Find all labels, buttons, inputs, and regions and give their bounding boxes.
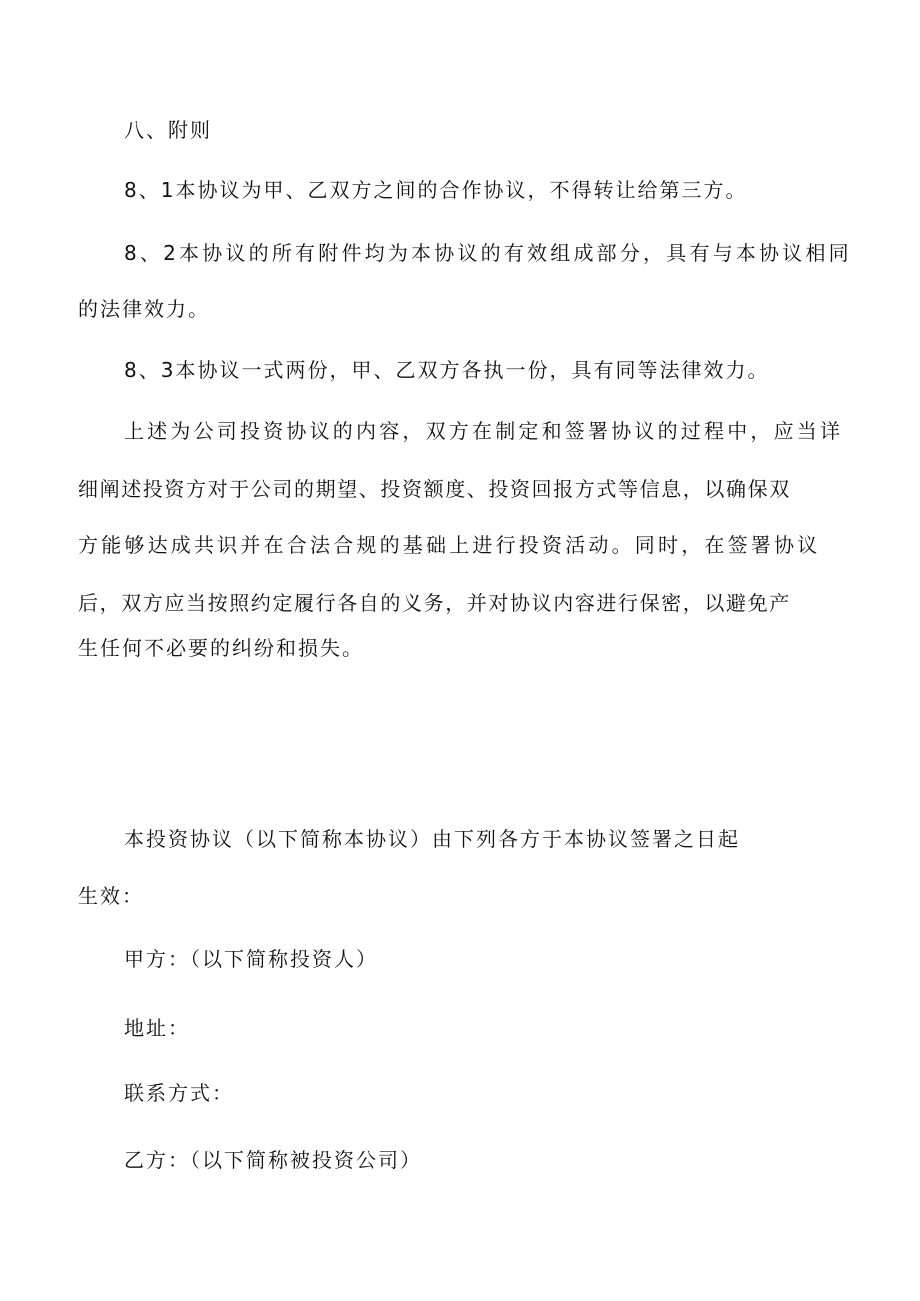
summary-line-1: 上述为公司投资协议的内容，双方在制定和签署协议的过程中，应当详 xyxy=(124,419,844,443)
summary-line-5: 生任何不必要的纠纷和损失。 xyxy=(78,636,364,660)
section-heading: 八、附则 xyxy=(124,118,212,142)
party-b-label: 乙方：（以下简称被投资公司） xyxy=(124,1148,422,1172)
clause-8-2-continuation: 的法律效力。 xyxy=(78,297,210,321)
summary-line-3: 方能够达成共识并在合法合规的基础上进行投资活动。同时，在签署协议 xyxy=(78,533,821,557)
party-a-label: 甲方：（以下简称投资人） xyxy=(124,947,378,971)
clause-8-3: 8、3本协议一式两份，甲、乙双方各执一份，具有同等法律效力。 xyxy=(124,358,770,382)
clause-8-1: 8、1本协议为甲、乙双方之间的合作协议，不得转让给第三方。 xyxy=(124,178,748,202)
summary-line-4: 后，双方应当按照约定履行各自的义务，并对协议内容进行保密，以避免产 xyxy=(78,591,791,615)
agreement-intro-line-2: 生效： xyxy=(78,884,144,908)
address-label: 地址： xyxy=(124,1016,190,1040)
clause-8-2: 8、2本协议的所有附件均为本协议的有效组成部分，具有与本协议相同 xyxy=(124,241,852,265)
contact-label: 联系方式： xyxy=(124,1081,234,1105)
agreement-intro-line-1: 本投资协议（以下简称本协议）由下列各方于本协议签署之日起 xyxy=(124,827,740,851)
summary-line-2: 细阐述投资方对于公司的期望、投资额度、投资回报方式等信息，以确保双 xyxy=(78,477,791,501)
